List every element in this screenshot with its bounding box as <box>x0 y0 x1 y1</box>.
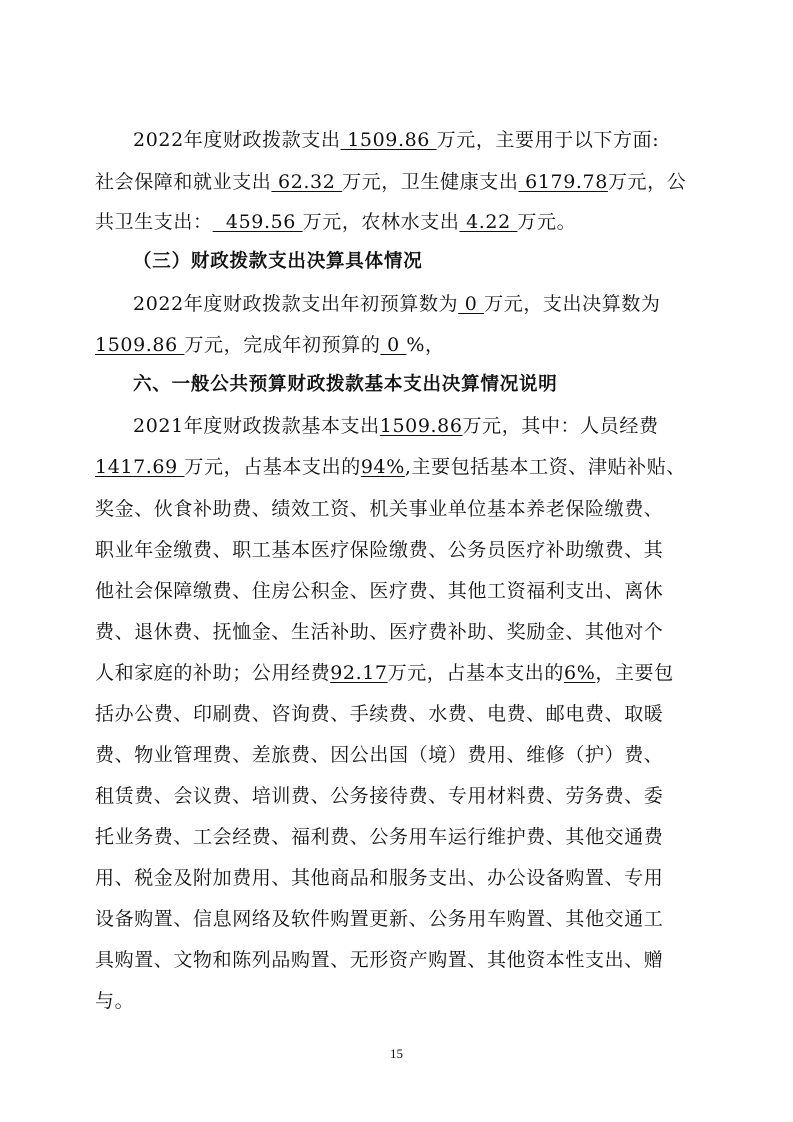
paragraph-line: 用、税金及附加费用、其他商品和服务支出、办公设备购置、专用 <box>95 867 664 889</box>
paragraph-line <box>95 333 445 357</box>
paragraph-line: 费、物业管理费、差旅费、因公出国（境）费用、维修（护）费、 <box>95 744 664 766</box>
paragraph-line: 与。 <box>95 990 135 1012</box>
paragraph-line: 职业年金缴费、职工基本医疗保险缴费、公务员医疗补助缴费、其 <box>95 539 664 561</box>
text: 万元，其中：人员经费 <box>462 415 659 437</box>
underlined-value: 1509.86 <box>340 129 437 151</box>
underlined-value: 1509.86 <box>379 415 463 437</box>
text: 万元，占基本支出的 <box>184 456 361 478</box>
text: 万元，主要用于以下方面: <box>436 129 660 151</box>
underlined-value: 62.32 <box>271 171 343 193</box>
paragraph-line <box>95 170 686 194</box>
section-heading: （三）财政拨款支出决算具体情况 <box>133 251 423 272</box>
underlined-value: 4.22 <box>459 211 518 233</box>
underlined-value: 0 <box>380 334 407 356</box>
paragraph-line: 费、退休费、抚恤金、生活补助、医疗费补助、奖励金、其他对个 <box>95 621 664 643</box>
paragraph-line <box>95 455 686 479</box>
paragraph-line <box>133 128 659 152</box>
text: ,主要包括基本工资、津贴补贴、 <box>404 456 686 478</box>
text: 万元，完成年初预算的 <box>184 334 381 356</box>
underlined-value: 1509.86 <box>95 334 185 356</box>
text: 万元，公 <box>607 171 687 193</box>
text: 人和家庭的补助；公用经费 <box>95 662 331 684</box>
text: 万元。 <box>517 211 577 233</box>
paragraph-line <box>133 414 659 438</box>
underlined-value: 1417.69 <box>95 456 185 478</box>
underlined-value: 459.56 <box>212 211 303 233</box>
underlined-value: 94% <box>360 456 405 478</box>
text: %， <box>406 334 445 356</box>
text: 社会保障和就业支出 <box>95 171 272 193</box>
text: 2022年度财政拨款支出年初预算数为 <box>133 293 459 315</box>
paragraph-line: 托业务费、工会经费、福利费、公务用车运行维护费、其他交通费 <box>95 826 664 848</box>
text: 万元，农林水支出 <box>302 211 460 233</box>
paragraph-line: 括办公费、印刷费、咨询费、手续费、水费、电费、邮电费、取暖 <box>95 703 664 725</box>
paragraph-line: 具购置、文物和陈列品购置、无形资产购置、其他资本性支出、赠 <box>95 949 664 971</box>
text: 2022年度财政拨款支出 <box>133 129 341 151</box>
text: ，主要包 <box>595 662 674 684</box>
underlined-value: 92.17 <box>330 662 388 684</box>
text: 万元，卫生健康支出 <box>342 171 519 193</box>
paragraph-line: 奖金、伙食补助费、绩效工资、机关事业单位基本养老保险缴费、 <box>95 498 664 520</box>
text: 万元，支出决算数为 <box>484 293 661 315</box>
text: 共卫生支出： <box>95 211 213 233</box>
page-number: 15 <box>390 1046 403 1061</box>
paragraph-line <box>95 210 576 234</box>
paragraph-line: 租赁费、会议费、培训费、公务接待费、专用材料费、劳务费、委 <box>95 785 664 807</box>
text: 万元，占基本支出的 <box>387 662 565 684</box>
paragraph-line <box>133 292 661 316</box>
section-heading: 六、一般公共预算财政拨款基本支出决算情况说明 <box>133 374 558 395</box>
paragraph-line: 他社会保障缴费、住房公积金、医疗费、其他工资福利支出、离休 <box>95 580 664 602</box>
paragraph-line: 设备购置、信息网络及软件购置更新、公务用车购置、其他交通工 <box>95 908 664 930</box>
paragraph-line <box>95 661 674 685</box>
underlined-value: 6% <box>564 662 596 684</box>
underlined-value: 0 <box>458 293 485 315</box>
text: 2021年度财政拨款基本支出 <box>133 415 380 437</box>
underlined-value: 6179.78 <box>518 171 608 193</box>
